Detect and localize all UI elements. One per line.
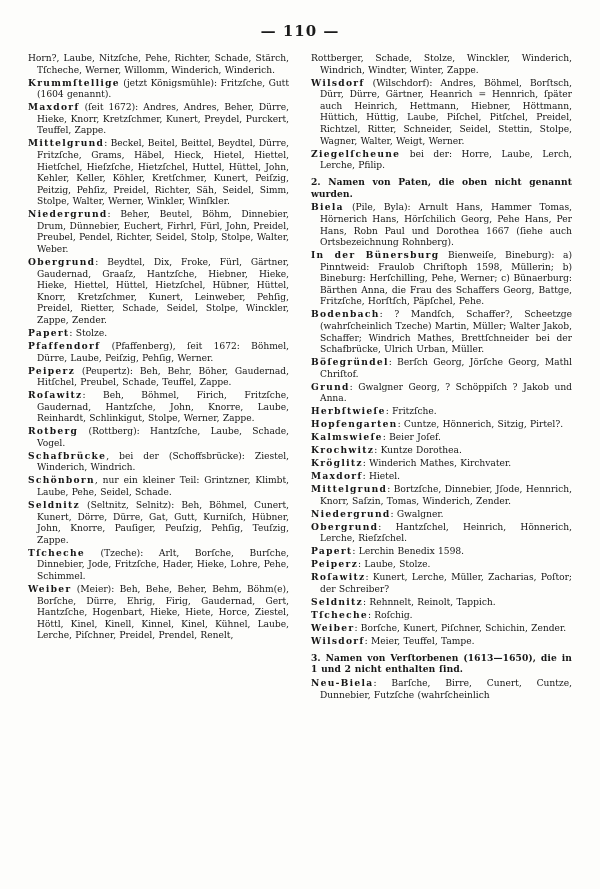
entry-headword: Papert	[28, 328, 70, 339]
entry-text: : Beier Joſef.	[382, 433, 441, 444]
page-number: — 110 —	[260, 22, 340, 40]
entry-text: : Beckel, Beitel, Beittel, Beydtel, Dürre, Fritzſche, Grams, Häbel, Hieck, Hietel, Hiettel, Hietſchel, Hieſzſche, Hietzſchel, Huttel, Hüttel, John, Kehler, Keller, Köhler, Kretſchmer, Kunert, Peiſzig, Peitzig, Pehſiz, Preidel, Richter, Säh, Seidel, Simm, Stolpe, Walter, Werner, Winkler, Winſkler.	[37, 139, 289, 208]
entry-text: : Gwalgner.	[390, 509, 444, 520]
entry-text: (Pfaffenberg), ſeit 1672: Böhmel, Dürre, Laube, Peiſzig, Pehſig, Werner.	[37, 341, 289, 364]
entry-text: bei der: Horre, Laube, Lerch, Lerche, Pfilip.	[320, 149, 572, 172]
entry-headword: Weiber	[311, 622, 355, 634]
two-column-body	[0, 40, 600, 880]
section-heading: 3. Namen von Verſtorbenen (1613—1650), die in 1 und 2 nicht enthalten ſind.	[311, 652, 572, 676]
entry-text: : Kunert, Lerche, Müller, Zacharias, Poſtor; der Schreiber?	[320, 573, 572, 595]
entry-text: : Roſchig.	[367, 610, 413, 621]
entry-headword: Wilsdorf	[311, 77, 365, 89]
entry-text: : Beh, Böhmel, Firich, Fritzſche, Gaudernad, Hantzſche, John, Knorre, Laube, Reinhardt, Schlinkigut, Stolpe, Werner, Zappe.	[37, 391, 289, 425]
entry-text: : Laube, Stolze.	[358, 560, 431, 571]
dictionary-entry	[28, 257, 289, 328]
entry-headword: Biela	[311, 202, 344, 214]
entry-text: : Cuntze, Hönnerich, Sitzig, Pirtel?.	[397, 420, 564, 431]
dictionary-entry	[28, 138, 289, 209]
dictionary-entry	[311, 623, 572, 636]
entry-text: Horn?, Laube, Nitzſche, Pehe, Richter, Schade, Stärch, Tſcheche, Werner, Willomm, Winderich, Winderich.	[28, 54, 289, 76]
entry-headword: Bodenbach	[311, 309, 380, 321]
entry-headword: Mittelgrund	[311, 484, 388, 496]
entry-headword: Ziegelſcheune	[311, 148, 401, 160]
entry-text: (Meier): Beh, Behe, Beher, Behm, Böhm(e), Borſche, Dürre, Ehrig, Firig, Gaudernad, Gert, Hantzſche, Hogenbart, Hieke, Hiete, Horce, Ziestel, Höttl, Kinel, Kinell, Kinnel, Kinel, Kühnel, Laube, Lerche, Piſchner, Preidel, Prendel, Renelt,	[37, 584, 289, 642]
dictionary-entry	[28, 584, 289, 643]
entry-text: (Tzeche): Arlt, Borſche, Burſche, Dinnebier, Jode, Fritzſche, Hader, Hieke, Lohre, Pehe, Schimmel.	[37, 548, 289, 582]
dictionary-entry	[28, 209, 289, 256]
dictionary-entry	[311, 382, 572, 406]
dictionary-entry	[311, 458, 572, 471]
entry-text: : Fritzſche.	[385, 407, 437, 418]
entry-headword: Peiperz	[311, 559, 359, 571]
dictionary-entry	[311, 149, 572, 173]
dictionary-entry	[311, 471, 572, 484]
entry-text: (Rottberg): Hantzſche, Laube, Schade, Vogel.	[37, 427, 289, 449]
section-heading: 2. Namen von Paten, die oben nicht genannt wurden.	[311, 176, 572, 200]
dictionary-entry	[28, 451, 289, 475]
entry-text: Rottberger, Schade, Stolze, Winckler, Winderich, Windrich, Windter, Winter, Zappe.	[311, 54, 572, 76]
entry-headword: Rotberg	[28, 426, 79, 438]
dictionary-entry	[28, 328, 289, 341]
entry-headword: Roſawitz	[28, 390, 83, 402]
dictionary-entry	[311, 202, 572, 249]
dictionary-entry	[311, 636, 572, 649]
dictionary-entry	[311, 432, 572, 445]
dictionary-entry	[311, 406, 572, 419]
dictionary-entry	[311, 309, 572, 356]
entry-text: : Berſch Georg, Jörſche Georg, Mathl Chriſtof.	[320, 358, 572, 380]
entry-text: (Seltnitz, Selnitz): Beh, Böhmel, Cunert, Kunert, Dörre, Dürre, Gat, Gutt, Kurniſch, Hübner, John, Knorre, Pauſiger, Peuſzig, Pehſig, Teuſzig, Zappe.	[37, 501, 289, 546]
dictionary-entry	[311, 597, 572, 610]
entry-headword: Neu-Biela	[311, 678, 374, 690]
dictionary-entry	[311, 509, 572, 522]
dictionary-entry	[311, 572, 572, 596]
dictionary-entry	[311, 357, 572, 381]
dictionary-entry	[311, 559, 572, 572]
entry-text: : ? Mandſch, Schaffer?, Scheetzge (wahrſcheinlich Tzeche) Martin, Müller; Walter Jakob, Schaffer; Windrich Mathes, Brettſchneider bei der Schafbrücke, Ulrich Urban, Müller.	[320, 310, 572, 356]
dictionary-entry	[28, 500, 289, 547]
dictionary-entry	[28, 475, 289, 499]
entry-text: : Rehnnelt, Reinolt, Tappich.	[363, 597, 496, 608]
entry-headword: Kröglitz	[311, 458, 363, 470]
entry-headword: Seldnitz	[28, 500, 80, 512]
entry-text: (Peupertz): Beh, Behr, Böher, Gaudernad, Hitſchel, Preubel, Schade, Teuffel, Zappe.	[37, 366, 289, 389]
dictionary-entry	[311, 522, 572, 546]
continuation-paragraph	[311, 54, 572, 77]
entry-text: : Beher, Beutel, Böhm, Dinnebier, Drum, Dünnebier, Euchert, Firhrl, Fürl, John, Preidel, Preubel, Pendel, Richter, Seidel, Stolp, Stolpe, Walter, Weber.	[37, 210, 289, 256]
entry-text: : Stolze.	[69, 329, 108, 339]
entry-text: : Bortzſche, Dinnebier, Jſode, Hennrich, Knorr, Saſzin, Tomas, Winderich, Zender.	[320, 485, 572, 507]
dictionary-entry	[311, 610, 572, 623]
dictionary-entry	[28, 426, 289, 450]
entry-headword: Roſawitz	[311, 572, 366, 584]
entry-text: , bei der (Schoffsbrücke): Ziestel, Winderich, Windrich.	[37, 451, 289, 474]
entry-headword: Niedergrund	[28, 209, 108, 221]
entry-headword: Obergrund	[28, 257, 96, 269]
entry-text: , nur ein kleiner Teil: Grintzner, Klimbt, Laube, Pehe, Seidel, Schade.	[37, 476, 289, 499]
entry-headword: Mittelgrund	[28, 138, 105, 150]
entry-headword: Kalmswieſe	[311, 432, 383, 444]
entry-headword: Grund	[311, 381, 350, 393]
entry-headword: Schafbrücke	[28, 450, 107, 462]
entry-text: : Hantzſchel, Heinrich, Hönnerich, Lerche, Rieſzſchel.	[320, 522, 572, 545]
dictionary-entry	[311, 78, 572, 149]
entry-headword: Böſegründel	[311, 357, 389, 369]
entry-text: (jetzt Königsmühle): Fritzſche, Gutt (1604 genannt).	[37, 78, 289, 101]
entry-headword: Hopfengarten	[311, 419, 398, 431]
entry-headword: Tſcheche	[311, 609, 368, 621]
left-column	[28, 54, 300, 870]
entry-headword: Wilsdorf	[311, 635, 365, 647]
dictionary-entry	[311, 419, 572, 432]
dictionary-entry	[311, 250, 572, 309]
entry-text: (Wilschdorf): Andres, Böhmel, Borſtsch, Dürr, Dürre, Gärtner, Heanrich = Hennrich, ſpäter auch Heinrich, Hettmann, Hiebner, Höttmann, Hüttich, Hüttig, Laube, Piſchel, Pitſchel, Preidel, Richtzel, Ritter, Schneider, Seidel, Stettin, Stolpe, Wagner, Walter, Weigt, Werner.	[320, 78, 572, 147]
entry-headword: Maxdorf	[28, 102, 80, 114]
entry-headword: Herbſtwieſe	[311, 406, 386, 418]
entry-text: : Beydtel, Dix, Froke, Fürl, Gärtner, Gaudernad, Graaſz, Hantzſche, Hiebner, Hieke, Hieke, Hiettel, Hüttel, Hietzſchel, Hübner, Hüttel, Knorr, Kretzſchmer, Kunert, Leinweber, Pehſig, Preidel, Rietter, Schade, Seidel, Stolpe, Winckler, Zappe, Zender.	[37, 258, 289, 327]
entry-text: : Hietel.	[362, 472, 401, 483]
entry-headword: Niedergrund	[311, 508, 391, 520]
entry-headword: Weiber	[28, 583, 72, 595]
entry-text: (ſeit 1672): Andres, Andres, Beher, Dürre, Hieke, Knorr, Kretzſchmer, Kunert, Preydel, Purckert, Teuffel, Zappe.	[37, 103, 289, 137]
entry-text: (Pile, Byla): Arnult Hans, Hammer Tomas, Hörnerich Hans, Hörſchilich Georg, Pehe Hans, Per Hans, Robn Paul und Dorothea 1667 (ſiehe auch Ortsbezeichnung Rohnberg).	[320, 203, 572, 249]
dictionary-entry	[28, 366, 289, 390]
entry-headword: Krummſtelligе	[28, 77, 120, 89]
entry-headword: Pfaffendorf	[28, 340, 101, 352]
dictionary-entry	[311, 445, 572, 458]
entry-headword: Maxdorf	[311, 471, 363, 483]
entry-headword: Tſcheche	[28, 547, 85, 559]
dictionary-entry	[28, 78, 289, 102]
entry-text: : Barſche, Birre, Cunert, Cuntze, Dunnebier, Futzſche (wahrſcheinlich	[320, 679, 572, 701]
entry-text: : Kuntze Dorothea.	[374, 446, 462, 457]
entry-headword: Papert	[311, 546, 353, 558]
dictionary-entry	[28, 341, 289, 365]
dictionary-entry	[311, 484, 572, 508]
dictionary-entry	[28, 102, 289, 138]
entry-text: : Gwalgner Georg, ? Schöppiſch ? Jakob und Anna.	[320, 382, 572, 405]
continuation-paragraph	[28, 54, 289, 77]
dictionary-entry	[311, 678, 572, 702]
entry-text: Bienweiſe, Bineburg): a) Pinntweid: Fraulob Chriſtoph 1598, Müllerin; b) Bineburg: Herſchilling, Pehe, Werner; c) Bünaerburg: Bärthen Anna, die Frau des Schaffers Georg, Battge, Fritzſche, Horſtſch, Päpſchel, Pehe.	[320, 251, 572, 308]
right-column	[300, 54, 572, 870]
entry-headword: Seldnitz	[311, 596, 363, 608]
entry-text: : Meier, Teuffel, Tampe.	[364, 636, 475, 647]
dictionary-entry	[28, 390, 289, 426]
entry-headword: Peiperz	[28, 365, 76, 377]
entry-headword: Obergrund	[311, 521, 379, 533]
entry-headword: Schönborn	[28, 475, 95, 487]
entry-text: : Winderich Mathes, Kirchvater.	[362, 459, 512, 470]
entry-text: : Borſche, Kunert, Piſchner, Schichin, Zender.	[354, 623, 567, 634]
entry-headword: In der Bünersburg	[311, 250, 440, 262]
entry-headword: Krochwitz	[311, 445, 375, 457]
dictionary-entry	[28, 548, 289, 584]
entry-text: : Lerchin Benedix 1598.	[352, 547, 465, 558]
dictionary-entry	[311, 546, 572, 559]
